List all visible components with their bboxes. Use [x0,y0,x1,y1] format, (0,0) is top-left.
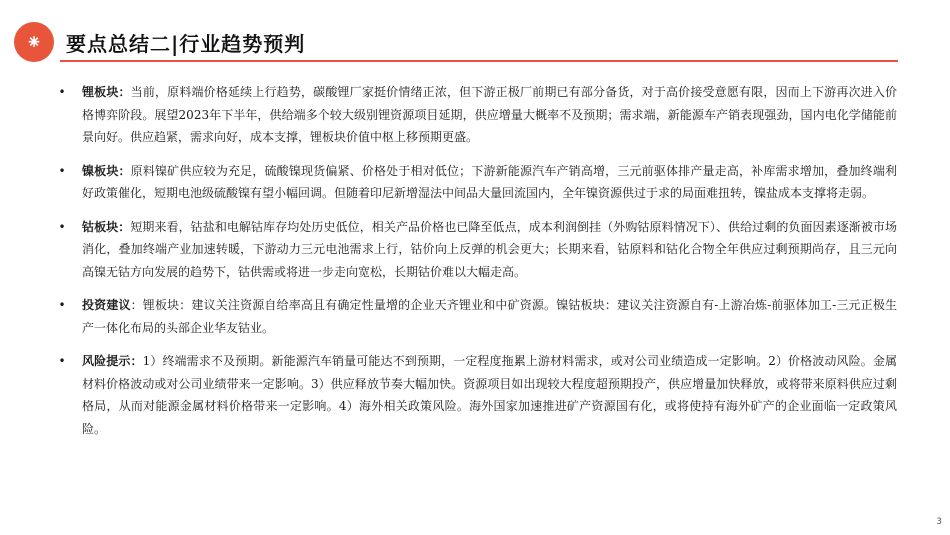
title-underline [60,60,898,62]
bullet-investment-advice [52,294,897,339]
page-number: 3 [936,517,942,527]
bullet-lithium [52,81,897,149]
bullet-cobalt [52,216,897,284]
bullet-text: 当前，原料端价格延续上行趋势，碳酸锂厂家挺价情绪正浓，但下游正极厂前期已有部分备货，对于高价接受意愿有限，因而上下游再次进入价格博弈阶段。展望2023年下半年，供给端多个较大级别锂资源项目延期，供应增量大概率不及预期；需求端，新能源车产销表现强劲，国内电化学储能前景向好。供应趋紧，需求向好，成本支撑，锂板块价值中枢上移预期更盛。 [82,85,897,144]
bullet-label: 镍板块： [82,163,131,178]
slide-title: 要点总结二|行业趋势预判 [66,31,306,56]
bullet-dot-icon: • [58,85,66,99]
bullet-dot-icon: • [58,219,66,234]
bullet-text: 1）终端需求不及预期。新能源汽车销量可能达不到预期，一定程度拖累上游材料需求，或对公司业绩造成一定影响。2）价格波动风险。金属材料价格波动或对公司业绩带来一定影响。3）供应释放节奏大幅加快。资源项目如出现较大程度超预期投产，供应增量加快释放，或将带来原料供应过剩格局，从而对能源金属材料价格带来一定影响。4）海外相关政策风险。海外国家加速推进矿产资源国有化，或将使持有海外矿产的企业面临一定政策风险。 [82,354,897,436]
bullet-text: 原料镍矿供应较为充足，硫酸镍现货偏紧、价格处于相对低位；下游新能源汽车产销高增，三元前驱体排产量走高，补库需求增加，叠加终端利好政策催化，短期电池级硫酸镍有望小幅回调。但随着印尼新增湿法中间品大量回流国内，全年镍资源供过于求的局面难扭转，镍盐成本支撑将走弱。 [82,163,897,200]
bullet-list [52,81,897,451]
bullet-label: 风险提示： [82,354,143,368]
bullet-label: 投资建议 [82,298,131,312]
bullet-label: 锂板块： [82,85,131,99]
bullet-text: 短期来看，钴盐和电解钴库存均处历史低位，相关产品价格也已降至低点，成本利润倒挂（外购钴原料情况下）、供给过剩的负面因素逐渐被市场消化，叠加终端产业加速转暖，下游动力三元电池需求上行，钴价向上反弹的机会更大；长期来看，钴原料和钴化合物全年供应过剩预期尚存，且三元向高镍无钴方向发展的趋势下，钴供需或将进一步走向宽松，长期钴价难以大幅走高。 [82,219,897,279]
bullet-dot-icon: • [58,354,66,368]
slide-header [14,20,305,64]
bullet-label: 钴板块： [82,219,131,234]
bullet-text: ：锂板块：建议关注资源自给率高且有确定性量增的企业天齐锂业和中矿资源。镍钴板块：建议关注资源自有-上游冶炼-前驱体加工-三元正极生产一体化布局的头部企业华友钴业。 [82,298,897,335]
asterisk-icon: ⁕ [14,22,54,62]
bullet-nickel [52,160,897,205]
bullet-dot-icon: • [58,298,66,312]
bullet-risk-warning [52,350,897,440]
bullet-dot-icon: • [58,163,66,178]
